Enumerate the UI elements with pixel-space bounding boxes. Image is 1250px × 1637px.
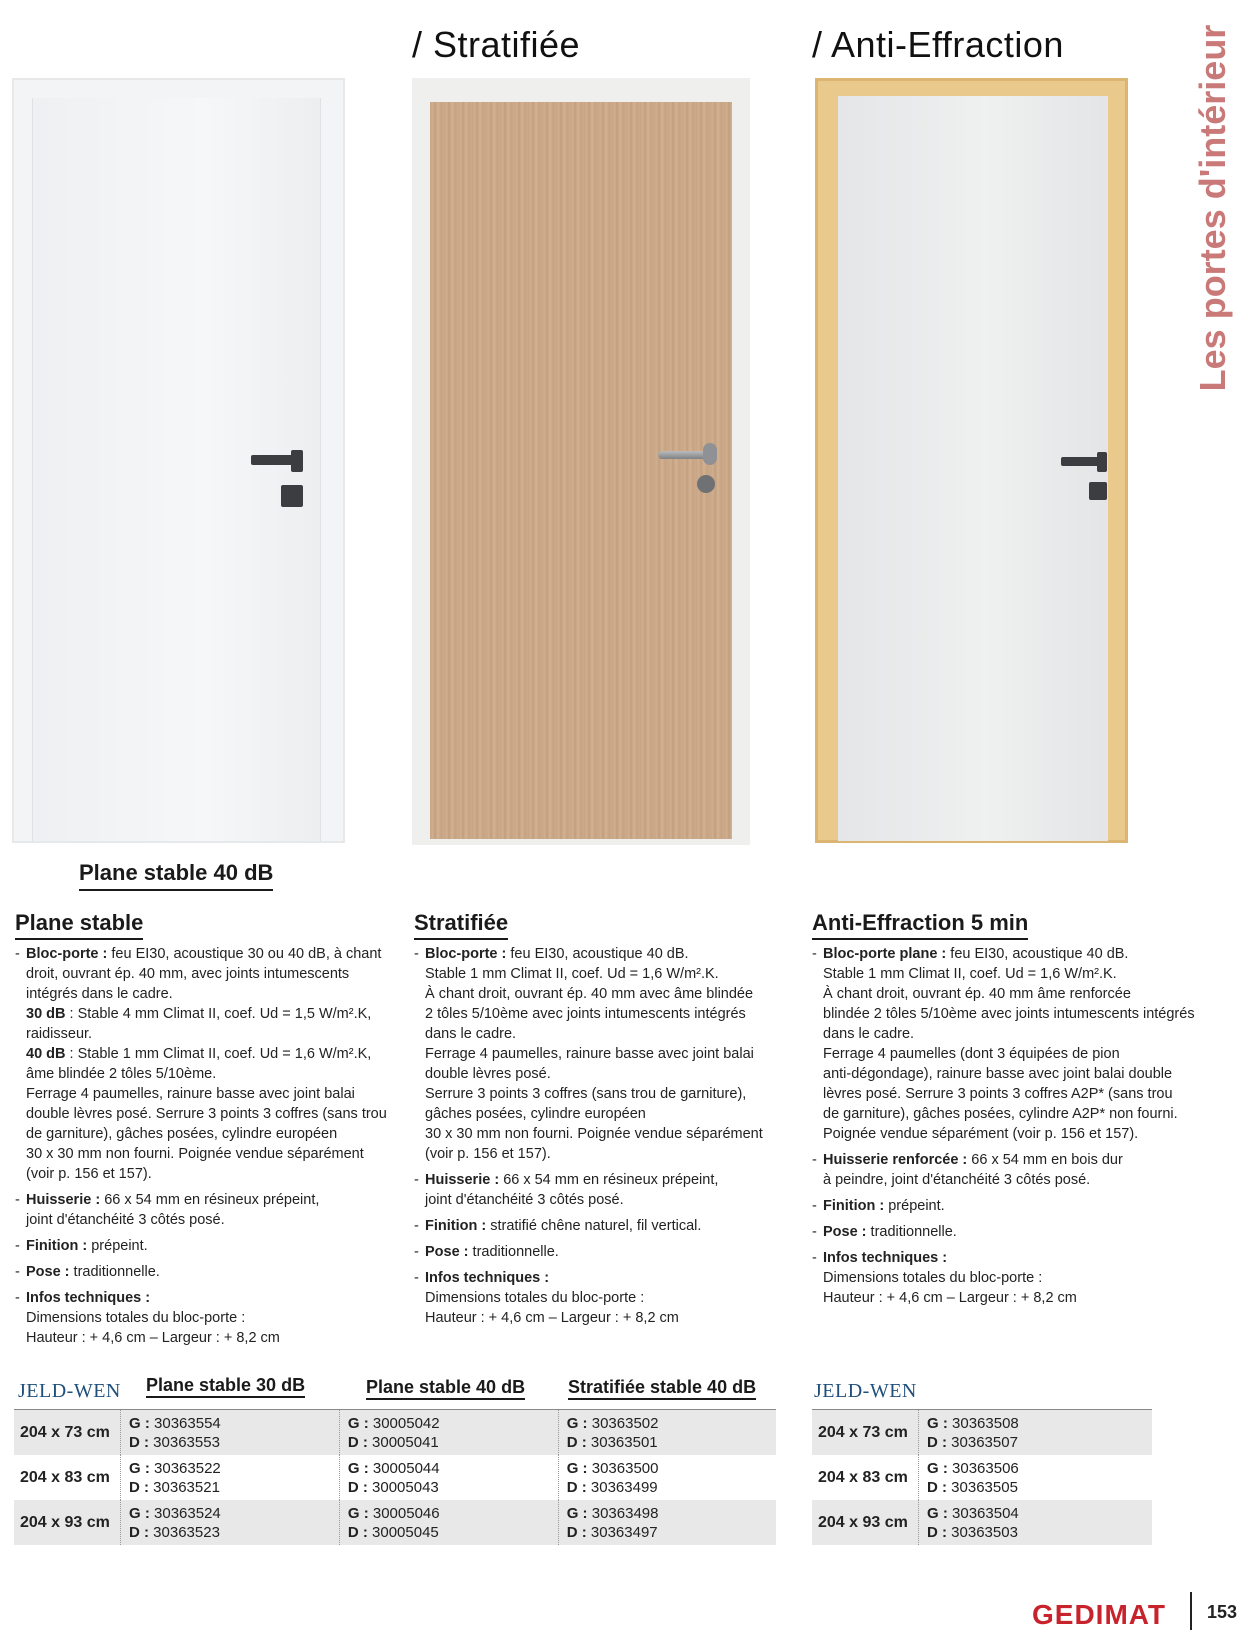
spec-line: joint d'étanchéité 3 côtés posé. <box>425 1192 624 1208</box>
size-cell: 204 x 73 cm <box>812 1410 919 1455</box>
spec-label: Infos techniques : <box>823 1250 948 1266</box>
spec-line <box>823 1196 1202 1216</box>
section-title-stratifiee: / Stratifiée <box>412 24 581 65</box>
spec-line: Serrure 3 points 3 coffres (sans trou de garniture), <box>425 1086 747 1102</box>
spec-item <box>812 944 1202 1144</box>
spec-label: Infos techniques : <box>425 1270 550 1286</box>
spec-line <box>823 1150 1202 1170</box>
ref-left: G : 30005042 <box>347 1414 440 1432</box>
table-row <box>14 1500 776 1545</box>
spec-line: Ferrage 4 paumelles, rainure basse avec joint balai <box>26 1086 355 1102</box>
page-number: 153 <box>1207 1602 1238 1622</box>
door-handle-rose <box>291 450 303 472</box>
door-plane-stable-leaf <box>32 98 321 841</box>
spec-line: blindée 2 tôles 5/10ème avec joints intumescents intégrés <box>823 1006 1195 1022</box>
spec-text: feu EI30, acoustique 40 dB. <box>950 946 1129 962</box>
spec-line <box>26 1190 395 1210</box>
spec-line <box>823 1222 1202 1242</box>
spec-line <box>26 1288 395 1308</box>
spec-line: de garniture), gâches posées, cylindre européen <box>26 1126 338 1142</box>
spec-line: de garniture), gâches posées, cylindre A2P* non fourni. <box>823 1106 1178 1122</box>
spec-label: Huisserie renforcée : <box>823 1152 968 1168</box>
spec-text: traditionnelle. <box>73 1264 160 1280</box>
spec-item <box>15 944 395 1004</box>
door-anti-effraction-leaf <box>838 96 1108 841</box>
size-cell: 204 x 83 cm <box>20 1468 110 1486</box>
spec-item <box>414 944 794 1164</box>
spec-line <box>26 944 395 964</box>
reference-cell <box>339 1455 558 1500</box>
spec-text: 66 x 54 mm en résineux prépeint, <box>503 1172 719 1188</box>
gedimat-logo: GEDIMAT <box>1032 1599 1167 1630</box>
reference-cell <box>919 1500 1153 1545</box>
table-header-plane-40db: Plane stable 40 dB <box>366 1377 525 1400</box>
spec-line: dans le cadre. <box>823 1026 915 1042</box>
spec-line <box>823 1248 1202 1268</box>
spec-item <box>15 1190 395 1230</box>
product-title-stratifiee: Stratifiée <box>414 910 508 940</box>
spec-label: Huisserie : <box>26 1192 101 1208</box>
spec-line: Poignée vendue séparément (voir p. 156 et 157). <box>823 1126 1139 1142</box>
spec-line: Stable 1 mm Climat II, coef. Ud = 1,6 W/m².K. <box>425 966 719 982</box>
spec-label: Pose : <box>425 1244 469 1260</box>
spec-item <box>812 1150 1202 1190</box>
size-cell: 204 x 93 cm <box>14 1500 121 1545</box>
keyhole-plate-icon <box>1089 482 1107 500</box>
door-handle-rose <box>703 443 717 465</box>
reference-cell <box>558 1500 776 1545</box>
ref-left: G : 30005046 <box>347 1504 440 1522</box>
spec-label: Bloc-porte plane : <box>823 946 947 962</box>
ref-left: G : 30363500 <box>566 1459 659 1477</box>
spec-label: 40 dB <box>26 1046 66 1062</box>
spec-text: traditionnelle. <box>870 1224 957 1240</box>
spec-text: stratifié chêne naturel, fil vertical. <box>490 1218 702 1234</box>
spec-item <box>812 1196 1202 1216</box>
footer-divider <box>1190 1592 1192 1630</box>
side-title <box>1192 18 1233 398</box>
ref-right: D : 30363505 <box>927 1478 1018 1496</box>
spec-line: (voir p. 156 et 157). <box>26 1166 152 1182</box>
spec-line: âme blindée 2 tôles 5/10ème. <box>26 1066 217 1082</box>
spec-line: Stable 1 mm Climat II, coef. Ud = 1,6 W/m².K. <box>823 966 1117 982</box>
table-row <box>812 1410 1152 1455</box>
product-title-plane-stable: Plane stable <box>15 910 143 940</box>
table-row <box>812 1500 1152 1545</box>
spec-line <box>425 1216 794 1236</box>
spec-line: joint d'étanchéité 3 côtés posé. <box>26 1212 225 1228</box>
spec-label: Infos techniques : <box>26 1290 151 1306</box>
spec-label: Finition : <box>425 1218 487 1234</box>
spec-line: anti-dégondage), rainure basse avec joint balai double <box>823 1066 1173 1082</box>
spec-line: gâches posées, cylindre européen <box>425 1106 646 1122</box>
spec-item <box>414 1170 794 1210</box>
section-title-anti-effraction: / Anti-Effraction <box>812 24 1064 65</box>
spec-item <box>414 1242 794 1262</box>
ref-left: G : 30363498 <box>566 1504 659 1522</box>
spec-line: Dimensions totales du bloc-porte : <box>823 1270 1043 1286</box>
spec-item <box>15 1236 395 1256</box>
spec-line: (voir p. 156 et 157). <box>425 1146 551 1162</box>
spec-line: Hauteur : + 4,6 cm – Largeur : + 8,2 cm <box>823 1290 1077 1306</box>
ref-left: G : 30363506 <box>927 1459 1019 1477</box>
ref-right: D : 30363503 <box>927 1523 1018 1541</box>
spec-item <box>812 1222 1202 1242</box>
reference-cell <box>919 1455 1153 1500</box>
keyhole-plate-icon <box>281 485 303 507</box>
spec-line: Hauteur : + 4,6 cm – Largeur : + 8,2 cm <box>26 1330 280 1346</box>
ref-right: D : 30363507 <box>927 1433 1018 1451</box>
spec-line <box>26 1236 395 1256</box>
spec-line: intégrés dans le cadre. <box>26 986 173 1002</box>
spec-line: Dimensions totales du bloc-porte : <box>425 1290 645 1306</box>
product-title-anti-effraction: Anti-Effraction 5 min <box>812 910 1028 940</box>
ref-right: D : 30363523 <box>129 1523 220 1541</box>
spec-line: Ferrage 4 paumelles (dont 3 équipées de pion <box>823 1046 1120 1062</box>
ref-left: G : 30005044 <box>347 1459 440 1477</box>
spec-item <box>15 1044 395 1184</box>
spec-text: traditionnelle. <box>472 1244 559 1260</box>
spec-line <box>425 1268 794 1288</box>
ref-left: G : 30363522 <box>129 1459 221 1477</box>
spec-item <box>15 1288 395 1348</box>
table-header-plane-30db: Plane stable 30 dB <box>146 1375 305 1398</box>
reference-cell <box>919 1410 1153 1455</box>
spec-line: droit, ouvrant ép. 40 mm, avec joints intumescents <box>26 966 350 982</box>
spec-label: Bloc-porte : <box>425 946 507 962</box>
size-cell: 204 x 73 cm <box>14 1410 121 1455</box>
table-row <box>812 1455 1152 1500</box>
spec-line: raidisseur. <box>26 1026 93 1042</box>
spec-line <box>425 1242 794 1262</box>
ref-right: D : 30363521 <box>129 1478 220 1496</box>
spec-line: À chant droit, ouvrant ép. 40 mm âme renforcée <box>823 986 1131 1002</box>
reference-table-2 <box>812 1410 1152 1545</box>
ref-left: G : 30363502 <box>566 1414 659 1432</box>
keyhole-icon <box>697 475 715 493</box>
spec-label: Finition : <box>823 1198 885 1214</box>
spec-line <box>425 1170 794 1190</box>
spec-line: dans le cadre. <box>425 1026 517 1042</box>
reference-cell <box>121 1455 340 1500</box>
reference-cell <box>339 1410 558 1455</box>
spec-line: Hauteur : + 4,6 cm – Largeur : + 8,2 cm <box>425 1310 679 1326</box>
spec-label: 30 dB <box>26 1006 66 1022</box>
jeld-wen-logo: JELD-WEN <box>814 1380 917 1402</box>
table-row <box>14 1410 776 1455</box>
door-handle-rose <box>1097 452 1107 472</box>
door-caption: Plane stable 40 dB <box>79 860 273 891</box>
spec-line: Ferrage 4 paumelles, rainure basse avec joint balai <box>425 1046 754 1062</box>
spec-item <box>414 1216 794 1236</box>
ref-right: D : 30363553 <box>129 1433 220 1451</box>
spec-label: Huisserie : <box>425 1172 500 1188</box>
spec-line: lèvres posé. Serrure 3 points 3 coffres A2P* (sans trou <box>823 1086 1173 1102</box>
reference-table-1 <box>14 1410 776 1545</box>
spec-item <box>414 1268 794 1328</box>
reference-cell <box>121 1410 340 1455</box>
spec-text: feu EI30, acoustique 40 dB. <box>510 946 689 962</box>
spec-line: 30 x 30 mm non fourni. Poignée vendue séparément <box>425 1126 763 1142</box>
ref-left: G : 30363524 <box>129 1504 221 1522</box>
spec-label: Pose : <box>26 1264 70 1280</box>
reference-cell <box>558 1410 776 1455</box>
spec-label: Bloc-porte : <box>26 946 108 962</box>
ref-right: D : 30005043 <box>347 1478 439 1496</box>
size-cell: 204 x 83 cm <box>818 1468 908 1486</box>
spec-line <box>26 1044 395 1064</box>
ref-right: D : 30363501 <box>566 1433 658 1451</box>
spec-line: à peindre, joint d'étanchéité 3 côtés posé. <box>823 1172 1091 1188</box>
spec-item <box>15 1004 395 1044</box>
spec-text: 66 x 54 mm en résineux prépeint, <box>104 1192 320 1208</box>
ref-left: G : 30363504 <box>927 1504 1019 1522</box>
reference-cell <box>121 1500 340 1545</box>
spec-text: 66 x 54 mm en bois dur <box>971 1152 1123 1168</box>
table-row <box>14 1455 776 1500</box>
spec-text: feu EI30, acoustique 30 ou 40 dB, à chant <box>111 946 382 962</box>
spec-line <box>823 944 1202 964</box>
ref-right: D : 30363497 <box>566 1523 658 1541</box>
ref-right: D : 30005041 <box>347 1433 439 1451</box>
door-stratifiee-leaf <box>430 102 732 839</box>
spec-label: Pose : <box>823 1224 867 1240</box>
size-cell: 204 x 93 cm <box>812 1500 919 1545</box>
spec-line: 30 x 30 mm non fourni. Poignée vendue séparément <box>26 1146 364 1162</box>
table-header-stratifiee-40db: Stratifiée stable 40 dB <box>568 1377 756 1400</box>
product-description-anti-effraction <box>812 944 1202 1314</box>
product-description-plane-stable <box>15 944 395 1354</box>
ref-right: D : 30005045 <box>347 1523 439 1541</box>
spec-text: prépeint. <box>888 1198 945 1214</box>
spec-text: : Stable 4 mm Climat II, coef. Ud = 1,5 W/m².K, <box>69 1006 372 1022</box>
spec-line: double lèvres posé. <box>425 1066 551 1082</box>
spec-item <box>15 1262 395 1282</box>
side-title-text: Les portes d'intérieur <box>1192 24 1233 392</box>
ref-left: G : 30363554 <box>129 1414 221 1432</box>
spec-line <box>26 1004 395 1024</box>
spec-label: Finition : <box>26 1238 88 1254</box>
product-description-stratifiee <box>414 944 794 1334</box>
reference-cell <box>339 1500 558 1545</box>
spec-line: Dimensions totales du bloc-porte : <box>26 1310 246 1326</box>
spec-line: 2 tôles 5/10ème avec joints intumescents intégrés <box>425 1006 746 1022</box>
spec-item <box>812 1248 1202 1308</box>
spec-line: À chant droit, ouvrant ép. 40 mm avec âme blindée <box>425 986 754 1002</box>
jeld-wen-logo: JELD-WEN <box>18 1380 121 1402</box>
spec-line <box>425 944 794 964</box>
ref-right: D : 30363499 <box>566 1478 658 1496</box>
spec-line <box>26 1262 395 1282</box>
spec-text: prépeint. <box>91 1238 148 1254</box>
spec-line: double lèvres posé. Serrure 3 points 3 coffres (sans trou <box>26 1106 387 1122</box>
ref-left: G : 30363508 <box>927 1414 1019 1432</box>
spec-text: : Stable 1 mm Climat II, coef. Ud = 1,6 W/m².K, <box>69 1046 372 1062</box>
reference-cell <box>558 1455 776 1500</box>
